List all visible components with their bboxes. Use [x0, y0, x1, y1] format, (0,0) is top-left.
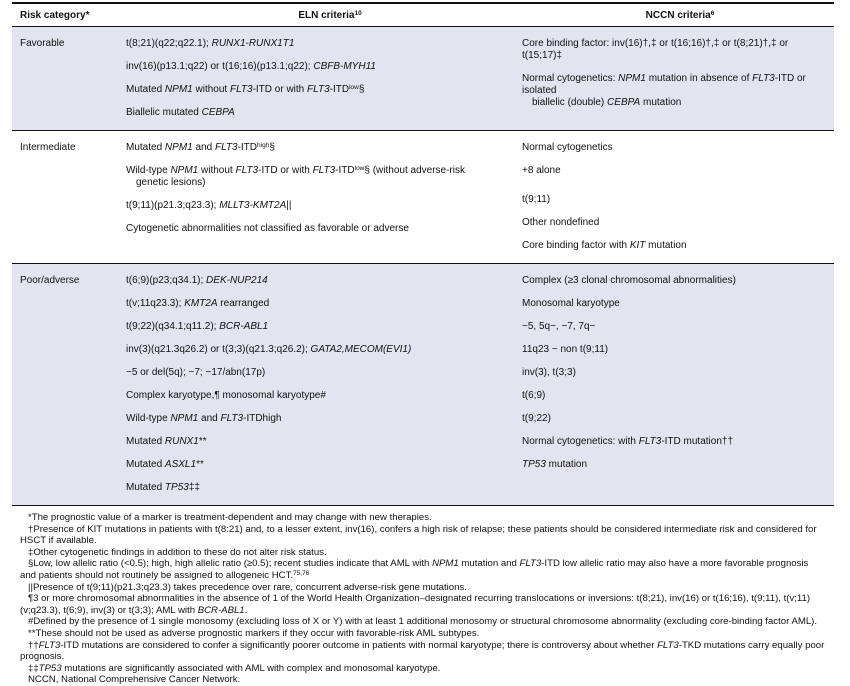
nccn-adverse-6: t(6;9) — [522, 390, 546, 401]
nccn-adverse-column — [518, 270, 834, 500]
nccn-adverse-5: inv(3), t(3;3) — [522, 367, 576, 378]
header-risk-category — [12, 4, 134, 26]
eln-adverse-3: t(9;22)(q34.1;q11.2); BCR-ABL1 — [126, 321, 269, 332]
category-intermediate: Intermediate — [20, 142, 76, 153]
nccn-adverse-7: t(9;22) — [522, 413, 551, 424]
footnote-4-cont: and patients should not routinely be assigned to allogeneic HCT.$^{75,76}$ — [20, 569, 310, 581]
eln-intermediate-3: genetic lesions) — [136, 177, 206, 188]
risk-table — [12, 2, 834, 686]
eln-intermediate-4: t(9;11)(p21.3;q23.3); MLLT3-KMT2A|| — [126, 200, 292, 211]
eln-intermediate-column — [126, 137, 518, 258]
group-favorable — [12, 27, 834, 131]
footnote-11: NCCN, National Comprehensive Cancer Network. — [28, 674, 241, 686]
footnotes — [12, 506, 834, 686]
footnote-9-cont: prognosis. — [20, 651, 65, 663]
footnote-10: ‡‡TP53 mutations are significantly associated with AML with complex and monosomal karyotype. — [28, 662, 441, 674]
nccn-intermediate-3: t(9;11) — [522, 194, 551, 205]
eln-adverse-6: Complex karyotype,¶ monosomal karyotype# — [126, 390, 326, 401]
nccn-favorable-2: Normal cytogenetics: NPM1 mutation in absence of FLT3-ITD or isolated — [522, 73, 806, 96]
footnote-2: †Presence of KIT mutations in patients with t(8:21) and, to a lesser extent, inv(16), confers a high risk of relapse; these patients should be considered intermediate risk and considered for — [28, 523, 817, 535]
footnote-9: ††FLT3-ITD mutations are considered to confer a significantly poorer outcome in patients with normal karyotype; there is controversy about whether FLT3-TKD mutations carry equally poor — [28, 639, 825, 651]
eln-adverse-column — [126, 270, 518, 500]
category-adverse: Poor/adverse — [20, 275, 80, 286]
footnote-2-cont: HSCT if available. — [20, 535, 97, 547]
nccn-adverse-4: 11q23 − non t(9;11) — [522, 344, 609, 355]
eln-favorable-column — [126, 33, 518, 125]
header-nccn-label: NCCN criteria — [645, 10, 711, 21]
footnote-4: §Low, low allelic ratio (<0.5); high, high allelic ratio (≥0.5); recent studies indicate that AML with NPM1 mutation and FLT3-ITD low allelic ratio may also have a more favorable prognosis — [28, 558, 809, 570]
nccn-intermediate-column — [518, 137, 834, 258]
eln-adverse-5: −5 or del(5q); −7; −17/abn(17p) — [126, 367, 266, 378]
group-adverse — [12, 264, 834, 506]
nccn-adverse-8: Normal cytogenetics: with FLT3-ITD mutation†† — [522, 436, 734, 447]
eln-adverse-2: t(v;11q23.3); KMT2A rearranged — [126, 298, 270, 309]
header-nccn-criteria — [526, 4, 834, 26]
nccn-favorable-1: Core binding factor: inv(16)†,‡ or t(16;16)†,‡ or t(8;21)†,‡ or t(15;17)‡ — [522, 38, 789, 61]
nccn-intermediate-2: +8 alone — [522, 165, 561, 176]
nccn-adverse-1: Complex (≥3 clonal chromosomal abnormalities) — [522, 275, 736, 286]
table-header — [12, 4, 834, 27]
footnote-1: *The prognostic value of a marker is treatment-dependent and may change with new therapies. — [28, 512, 432, 523]
nccn-intermediate-1: Normal cytogenetics — [522, 142, 613, 153]
footnote-5: ||Presence of t(9;11)(p21.3;q23.3) takes precedence over rare, concurrent adverse-risk gene mutations. — [28, 581, 467, 593]
footnote-6: ¶3 or more chromosomal abnormalities in the absence of 1 of the World Health Organization–designated recurring translocations or inversions: t(8;21), inv(16) or t(16;16), t(9;11), t(v;11) — [28, 593, 811, 605]
eln-adverse-10: Mutated TP53‡‡ — [126, 482, 200, 493]
nccn-adverse-2: Monosomal karyotype — [522, 298, 620, 309]
group-intermediate — [12, 131, 834, 264]
eln-favorable-3: Mutated NPM1 without FLT3-ITD or with $FLT3-ITD^{low}\S$ — [126, 84, 365, 95]
header-eln-label: ELN criteria — [298, 10, 355, 21]
nccn-ref-superscript: 6 — [710, 10, 715, 17]
eln-intermediate-5: Cytogenetic abnormalities not classified as favorable or adverse — [126, 223, 409, 234]
footnote-7: #Defined by the presence of 1 single monosomy (excluding loss of X or Y) with at least 1 additional monosomy or structural chromosome abnormality (excluding core-binding factor AML). — [28, 616, 818, 628]
nccn-intermediate-4: Other nondefined — [522, 217, 600, 228]
header-risk-label: Risk category* — [20, 10, 90, 21]
eln-favorable-4: Biallelic mutated CEBPA — [126, 107, 235, 118]
nccn-favorable-3: biallelic (double) CEBPA mutation — [532, 97, 682, 108]
eln-adverse-9: Mutated ASXL1** — [126, 459, 204, 470]
category-favorable: Favorable — [20, 38, 65, 49]
eln-adverse-8: Mutated RUNX1** — [126, 436, 207, 447]
eln-favorable-1: t(8;21)(q22;q22.1); RUNX1-RUNX1T1 — [126, 38, 295, 49]
nccn-favorable-column — [518, 33, 834, 125]
eln-ref-superscript: 10 — [354, 10, 362, 17]
eln-intermediate-2: Wild-type NPM1 without FLT3-ITD or with $FLT3-ITD^{low}\S$ (without adverse-risk — [126, 165, 465, 176]
eln-favorable-2: inv(16)(p13.1;q22) or t(16;16)(p13.1;q22); CBFB-MYH11 — [126, 61, 376, 72]
footnote-8: **These should not be used as adverse prognostic markers if they occur with favorable-risk AML subtypes. — [28, 627, 480, 639]
nccn-adverse-9: TP53 mutation — [522, 459, 588, 470]
nccn-intermediate-5: Core binding factor with KIT mutation — [522, 240, 687, 251]
eln-adverse-4: inv(3)(q21.3q26.2) or t(3;3)(q21.3;q26.2); GATA2,MECOM(EVI1) — [126, 344, 412, 355]
footnote-6-cont: (v;q23.3), t(6;9), inv(3) or t(3;3); AML with BCR-ABL1. — [20, 604, 248, 616]
header-eln-criteria — [134, 4, 526, 26]
nccn-adverse-3: −5, 5q−, −7, 7q− — [522, 321, 596, 332]
eln-intermediate-1: Mutated NPM1 and $FLT3-ITD^{high}\S$ — [126, 142, 275, 153]
eln-adverse-7: Wild-type NPM1 and FLT3-ITDhigh — [126, 413, 282, 424]
footnote-3: ‡Other cytogenetic findings in addition to these do not alter risk status. — [28, 546, 327, 558]
eln-adverse-1: t(6;9)(p23;q34.1); DEK-NUP214 — [126, 275, 268, 286]
